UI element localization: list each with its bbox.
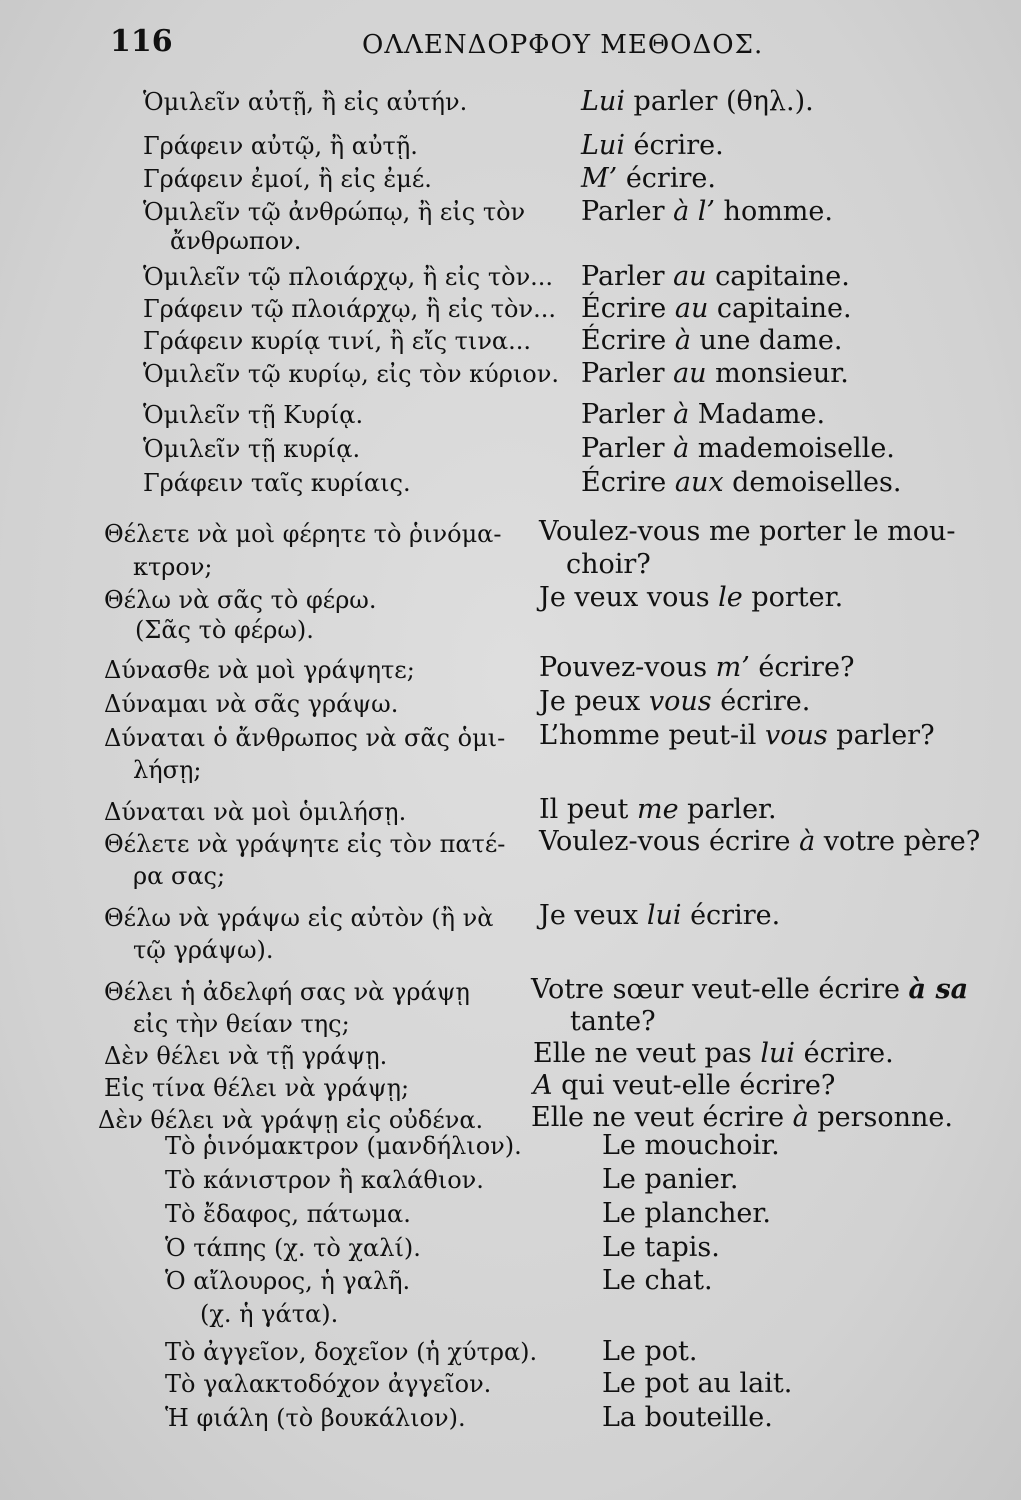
list-item xyxy=(0,1232,1021,1265)
table-row xyxy=(0,934,1021,974)
list-item xyxy=(0,1164,1021,1198)
greek-sentence: Δὲν θέλει νὰ γράψῃ εἰς οὐδένα. xyxy=(98,1106,484,1134)
table-row xyxy=(0,196,1021,227)
french-phrase: Parler à l’ homme. xyxy=(581,196,833,227)
table-row xyxy=(0,86,1021,120)
greek-sentence-continuation: ρα σας; xyxy=(133,862,226,890)
greek-sentence: Θέλετε νὰ μοὶ φέρητε τὸ ῥινόμα- xyxy=(104,520,502,548)
list-item xyxy=(0,1402,1021,1436)
greek-sentence-continuation: λήσῃ; xyxy=(133,756,202,784)
greek-term: Τὸ κάνιστρον ἢ καλάθιον. xyxy=(165,1166,484,1194)
french-phrase: Parler à mademoiselle. xyxy=(581,433,895,464)
french-sentence: L’homme peut-il vous parler? xyxy=(539,720,935,751)
greek-sentence-continuation: εἰς τὴν θείαν της; xyxy=(133,1010,350,1038)
french-phrase: Écrire au capitaine. xyxy=(581,293,852,324)
running-title: ΟΛΛΕΝΔΟΡΦΟΥ ΜΕΘΟΔΟΣ. xyxy=(362,30,764,60)
table-row xyxy=(0,794,1021,826)
table-row xyxy=(0,399,1021,433)
table-row xyxy=(0,860,1021,900)
greek-sentence: Εἰς τίνα θέλει νὰ γράψῃ; xyxy=(104,1074,410,1102)
greek-term: Τὸ ῥινόμακτρον (μανδήλιον). xyxy=(165,1132,522,1160)
table-row xyxy=(0,227,1021,261)
greek-phrase: Ὁμιλεῖν τῇ κυρίᾳ. xyxy=(143,435,361,463)
table-row xyxy=(0,516,1021,549)
french-term: Le plancher. xyxy=(602,1198,771,1229)
table-row xyxy=(0,826,1021,860)
french-sentence: Voulez-vous écrire à votre père? xyxy=(539,826,981,857)
table-row xyxy=(0,261,1021,293)
french-sentence: Elle ne veut écrire à personne. xyxy=(531,1102,953,1133)
table-row xyxy=(0,358,1021,391)
french-sentence: Je peux vous écrire. xyxy=(539,686,811,717)
french-term: Le pot. xyxy=(602,1336,698,1367)
french-sentence-continuation: choir? xyxy=(566,549,651,580)
greek-sentence: Δύνασθε νὰ μοὶ γράψητε; xyxy=(104,656,415,684)
table-row xyxy=(0,614,1021,652)
greek-phrase: Γράφειν τῷ πλοιάρχῳ, ἢ εἰς τὸν... xyxy=(143,295,556,323)
table-row xyxy=(0,1038,1021,1070)
list-item xyxy=(0,1368,1021,1402)
greek-phrase: Γράφειν ἐμοί, ἢ εἰς ἐμέ. xyxy=(143,165,432,193)
greek-phrase: Ὁμιλεῖν αὐτῇ, ἢ εἰς αὐτήν. xyxy=(143,88,468,116)
page-number: 116 xyxy=(110,24,173,59)
table-row xyxy=(0,325,1021,358)
section-1 xyxy=(0,86,1021,501)
greek-phrase: Ὁμιλεῖν τῷ πλοιάρχῳ, ἢ εἰς τὸν... xyxy=(143,263,554,291)
greek-term-note: (χ. ἡ γάτα). xyxy=(200,1300,339,1328)
table-row xyxy=(0,293,1021,325)
french-phrase: Lui parler (θηλ.). xyxy=(581,86,814,117)
greek-phrase: Ὁμιλεῖν τῷ ἀνθρώπῳ, ἢ εἰς τὸν xyxy=(143,198,526,226)
french-term: Le chat. xyxy=(602,1265,713,1296)
table-row xyxy=(0,433,1021,467)
greek-phrase-continuation: ἄνθρωπον. xyxy=(170,227,302,255)
table-row xyxy=(0,720,1021,754)
section-2 xyxy=(0,516,1021,1136)
greek-sentence: Θέλω νὰ γράψω εἰς αὐτὸν (ἢ νὰ xyxy=(104,904,494,932)
list-item xyxy=(0,1130,1021,1164)
greek-term: Τὸ γαλακτοδόχον ἀγγεῖον. xyxy=(165,1370,492,1398)
table-row xyxy=(0,130,1021,163)
greek-phrase: Γράφειν κυρίᾳ τινί, ἢ εἴς τινα... xyxy=(143,327,532,355)
french-sentence: Je veux vous le porter. xyxy=(539,582,844,613)
greek-sentence: Δύναμαι νὰ σᾶς γράψω. xyxy=(104,690,399,718)
greek-sentence-continuation: (Σᾶς τὸ φέρω). xyxy=(135,616,314,644)
greek-sentence-continuation: κτρον; xyxy=(133,553,213,581)
list-item xyxy=(0,1265,1021,1298)
greek-term: Ὁ αἴλουρος, ἡ γαλῆ. xyxy=(165,1267,411,1295)
french-term: Le tapis. xyxy=(602,1232,720,1263)
greek-term: Ὁ τάπης (χ. τὸ χαλί). xyxy=(165,1234,421,1262)
greek-term: Τὸ ἔδαφος, πάτωμα. xyxy=(165,1200,411,1228)
french-phrase: Parler au monsieur. xyxy=(581,358,849,389)
greek-sentence-continuation: τῷ γράψω). xyxy=(133,936,274,964)
french-sentence-continuation: tante? xyxy=(570,1006,656,1037)
french-sentence: A qui veut-elle écrire? xyxy=(533,1070,836,1101)
greek-sentence: Δύναται ὁ ἄνθρωπος νὰ σᾶς ὁμι- xyxy=(104,724,506,752)
french-phrase: M’ écrire. xyxy=(581,163,716,194)
greek-sentence: Θέλω νὰ σᾶς τὸ φέρω. xyxy=(104,586,377,614)
table-row xyxy=(0,1006,1021,1038)
table-row xyxy=(0,163,1021,196)
table-row xyxy=(0,686,1021,720)
table-row xyxy=(0,974,1021,1006)
french-phrase: Écrire à une dame. xyxy=(581,325,843,356)
french-phrase: Parler au capitaine. xyxy=(581,261,850,292)
list-item xyxy=(0,1336,1021,1368)
french-term: Le panier. xyxy=(602,1164,739,1195)
french-term: Le mouchoir. xyxy=(602,1130,780,1161)
greek-term: Τὸ ἀγγεῖον, δοχεῖον (ἡ χύτρα). xyxy=(165,1338,538,1366)
greek-sentence: Δύναται νὰ μοὶ ὁμιλήσῃ. xyxy=(104,798,407,826)
greek-term: Ἡ φιάλη (τὸ βουκάλιον). xyxy=(165,1404,466,1432)
french-sentence: Pouvez-vous m’ écrire? xyxy=(539,652,855,683)
french-phrase: Lui écrire. xyxy=(581,130,724,161)
french-sentence: Votre sœur veut-elle écrire à sa xyxy=(531,974,969,1005)
greek-phrase: Ὁμιλεῖν τῷ κυρίῳ, εἰς τὸν κύριον. xyxy=(143,360,559,388)
greek-sentence: Δὲν θέλει νὰ τῇ γράψῃ. xyxy=(104,1042,388,1070)
vocabulary-section xyxy=(0,1130,1021,1436)
french-term: Le pot au lait. xyxy=(602,1368,793,1399)
table-row xyxy=(0,549,1021,582)
french-term: La bouteille. xyxy=(602,1402,773,1433)
greek-phrase: Γράφειν ταῖς κυρίαις. xyxy=(143,469,411,497)
french-sentence: Elle ne veut pas lui écrire. xyxy=(533,1038,894,1069)
greek-phrase: Ὁμιλεῖν τῇ Κυρίᾳ. xyxy=(143,401,364,429)
table-row xyxy=(0,582,1021,614)
french-phrase: Parler à Madame. xyxy=(581,399,826,430)
french-sentence: Il peut me parler. xyxy=(539,794,777,825)
table-row xyxy=(0,652,1021,686)
greek-sentence: Θέλει ἡ ἀδελφή σας νὰ γράψῃ xyxy=(104,978,470,1006)
french-phrase: Écrire aux demoiselles. xyxy=(581,467,902,498)
table-row xyxy=(0,754,1021,794)
table-row xyxy=(0,1070,1021,1102)
page-header xyxy=(0,22,1021,72)
list-item xyxy=(0,1298,1021,1336)
table-row xyxy=(0,467,1021,501)
list-item xyxy=(0,1198,1021,1232)
greek-phrase: Γράφειν αὐτῷ, ἢ αὐτῇ. xyxy=(143,132,418,160)
greek-sentence: Θέλετε νὰ γράψητε εἰς τὸν πατέ- xyxy=(104,830,506,858)
french-sentence: Voulez-vous me porter le mou- xyxy=(539,516,956,547)
french-sentence: Je veux lui écrire. xyxy=(539,900,781,931)
table-row xyxy=(0,900,1021,934)
